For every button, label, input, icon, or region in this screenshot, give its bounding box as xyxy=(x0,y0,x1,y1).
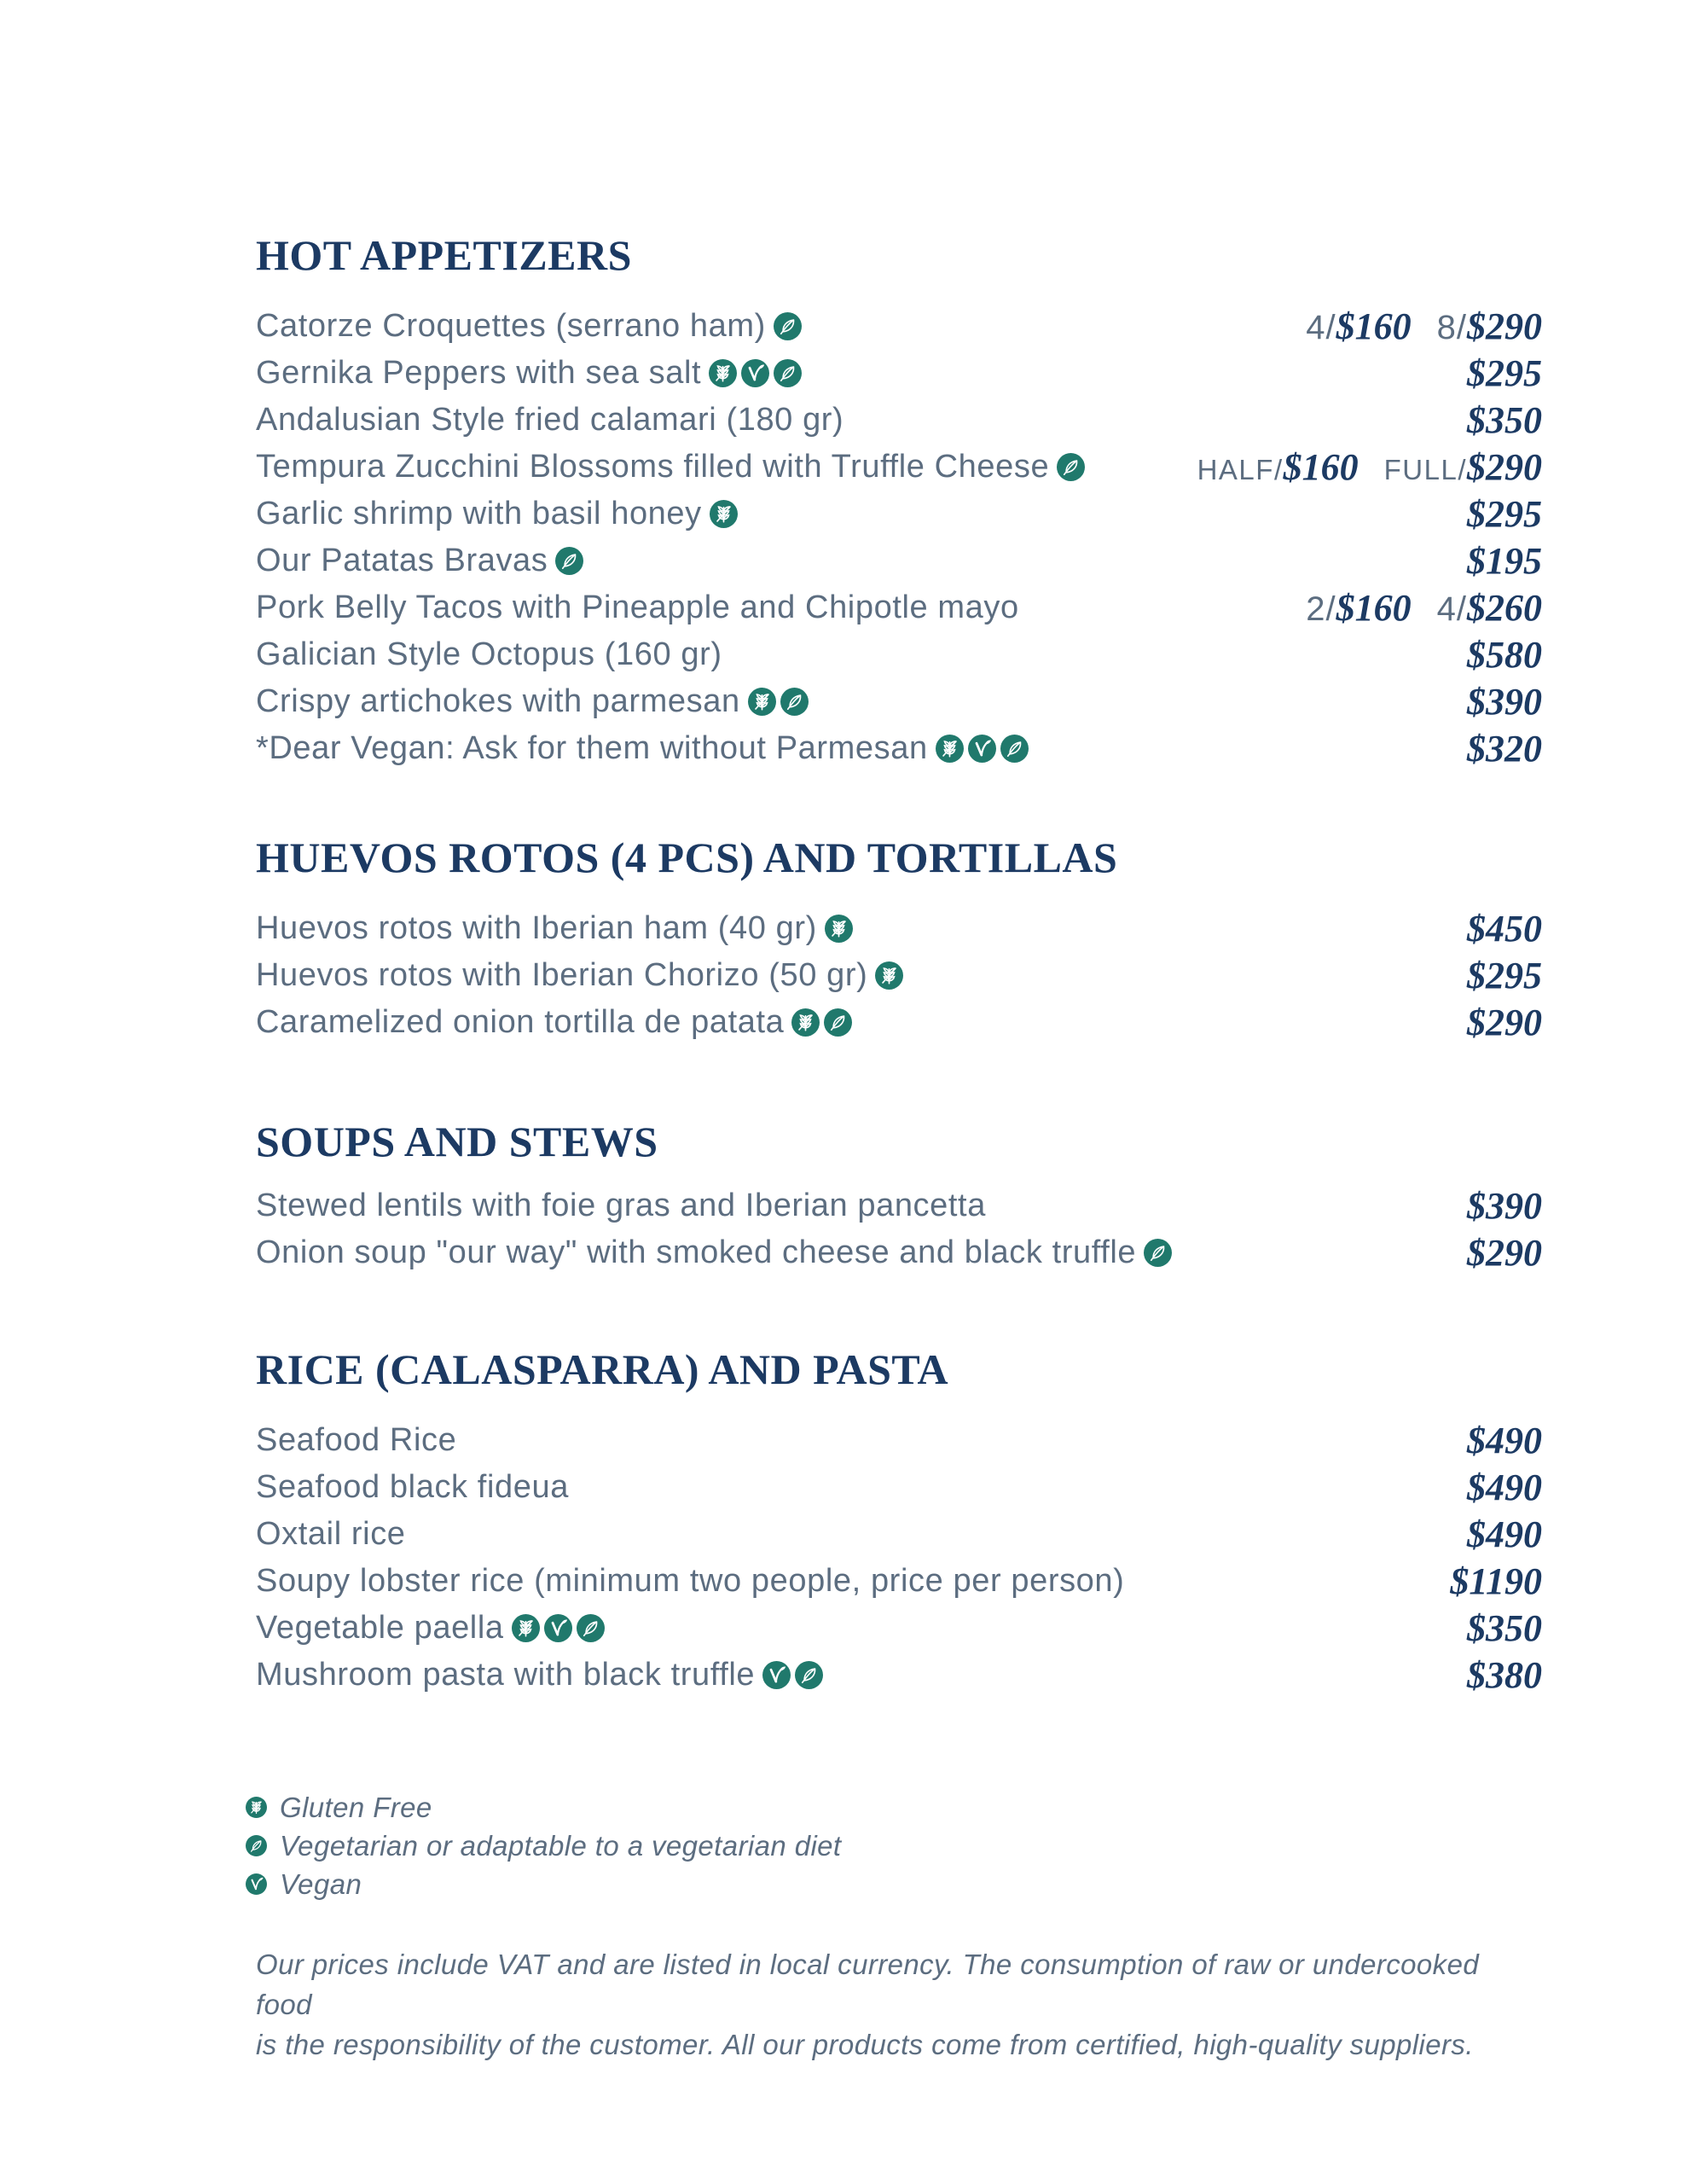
price-list xyxy=(1467,398,1542,442)
price-list xyxy=(1450,1560,1542,1603)
price-list xyxy=(1467,1606,1542,1650)
dish-name-group xyxy=(256,590,1019,626)
gluten-free-icon xyxy=(709,359,737,387)
dish-name-group xyxy=(256,543,583,579)
price-amount: $320 xyxy=(1467,728,1542,770)
vegan-icon xyxy=(544,1614,572,1642)
dish-name: Seafood Rice xyxy=(256,1422,457,1458)
dish-name: Caramelized onion tortilla de patata xyxy=(256,1004,785,1040)
footer-line: is the responsibility of the customer. All our products come from certified, high-quality suppliers. xyxy=(256,2029,1474,2060)
price-list xyxy=(1467,633,1542,677)
dish-name: *Dear Vegan: Ask for them without Parmesan xyxy=(256,730,928,766)
menu-page xyxy=(256,0,1542,2065)
price-quantity-prefix: FULL/ xyxy=(1383,454,1467,485)
price-amount: $290 xyxy=(1467,305,1542,347)
gluten-free-icon xyxy=(875,961,903,990)
dietary-legend xyxy=(246,1788,1542,1903)
dish-name: Soupy lobster rice (minimum two people, price per person) xyxy=(256,1563,1125,1599)
price-list xyxy=(1467,680,1542,723)
price-amount: $195 xyxy=(1467,540,1542,582)
vegetarian-icon xyxy=(774,312,802,340)
footer-note xyxy=(256,1944,1542,2065)
gluten-free-icon xyxy=(825,915,853,943)
vegetarian-icon xyxy=(555,547,583,575)
dish-name-group xyxy=(256,1422,456,1459)
price-list xyxy=(1467,492,1542,536)
menu-item xyxy=(256,952,1542,999)
price-quantity-prefix: 4/ xyxy=(1306,309,1336,346)
dish-name: Huevos rotos with Iberian ham (40 gr) xyxy=(256,910,817,946)
gluten-free-icon xyxy=(512,1614,540,1642)
price-list xyxy=(1306,586,1542,630)
menu-item xyxy=(256,584,1542,631)
dish-name-group xyxy=(256,449,1085,485)
vegetarian-icon xyxy=(824,1008,852,1037)
menu-item xyxy=(256,1605,1542,1652)
dish-name-group xyxy=(256,402,844,439)
price-quantity-prefix: 8/ xyxy=(1436,309,1467,346)
price-amount: $390 xyxy=(1467,1185,1542,1227)
menu-item-list xyxy=(256,905,1542,1046)
dietary-icons xyxy=(555,547,583,575)
menu-section xyxy=(256,834,1542,1046)
dish-name: Garlic shrimp with basil honey xyxy=(256,496,702,531)
dietary-icons xyxy=(1057,453,1085,481)
price-amount: $350 xyxy=(1467,1607,1542,1649)
price-group xyxy=(1467,680,1542,723)
menu-item xyxy=(256,303,1542,350)
price-list xyxy=(1467,907,1542,950)
dietary-icons xyxy=(1144,1239,1172,1267)
menu-item xyxy=(256,905,1542,952)
section-title: HOT APPETIZERS xyxy=(256,231,632,279)
vegetarian-icon xyxy=(774,359,802,387)
dish-name-group xyxy=(256,1234,1172,1271)
dietary-icons xyxy=(875,961,903,990)
price-group xyxy=(1467,539,1542,583)
dietary-icons xyxy=(936,735,1029,763)
price-group xyxy=(1467,1419,1542,1462)
menu-section xyxy=(256,1346,1542,1699)
menu-item xyxy=(256,444,1542,491)
price-amount: $290 xyxy=(1467,1232,1542,1274)
legend-item xyxy=(246,1865,1542,1903)
dietary-icons xyxy=(774,312,802,340)
vegetarian-icon xyxy=(795,1661,823,1689)
legend-label: Vegetarian or adaptable to a vegetarian diet xyxy=(280,1829,842,1862)
price-list xyxy=(1306,305,1542,348)
gluten-free-icon xyxy=(748,688,776,716)
gluten-free-icon xyxy=(246,1797,267,1818)
price-list xyxy=(1467,1231,1542,1275)
price-list xyxy=(1467,1653,1542,1697)
vegetarian-icon xyxy=(1000,735,1029,763)
dish-name-group xyxy=(256,1004,852,1041)
dish-name-group xyxy=(256,308,802,345)
price-group xyxy=(1467,398,1542,442)
dish-name-group xyxy=(256,730,1029,767)
menu-item-list xyxy=(256,1417,1542,1699)
dish-name-group xyxy=(256,1610,605,1647)
price-amount: $160 xyxy=(1336,587,1412,629)
dietary-icons xyxy=(825,915,853,943)
vegan-icon xyxy=(246,1873,267,1895)
dish-name: Mushroom pasta with black truffle xyxy=(256,1657,756,1693)
dish-name-group xyxy=(256,1188,986,1224)
menu-item-list xyxy=(256,1182,1542,1276)
vegetarian-icon xyxy=(1144,1239,1172,1267)
menu-item-list xyxy=(256,303,1542,772)
menu-item xyxy=(256,537,1542,584)
legend-label: Gluten Free xyxy=(280,1791,432,1823)
dish-name: Oxtail rice xyxy=(256,1516,406,1552)
price-group xyxy=(1467,351,1542,395)
dish-name-group xyxy=(256,496,738,532)
dish-name-group xyxy=(256,636,722,673)
dietary-icons xyxy=(512,1614,605,1642)
price-amount: $295 xyxy=(1467,493,1542,535)
price-amount: $490 xyxy=(1467,1467,1542,1508)
dish-name-group xyxy=(256,683,809,720)
price-amount: $390 xyxy=(1467,681,1542,723)
dish-name: Andalusian Style fried calamari (180 gr) xyxy=(256,402,844,438)
price-list xyxy=(1467,1419,1542,1462)
dish-name: Gernika Peppers with sea salt xyxy=(256,355,702,391)
price-amount: $295 xyxy=(1467,352,1542,394)
dish-name-group xyxy=(256,1563,1124,1600)
legend-label: Vegan xyxy=(280,1867,362,1900)
dish-name: Pork Belly Tacos with Pineapple and Chipotle mayo xyxy=(256,590,1019,625)
menu-item xyxy=(256,1417,1542,1464)
price-quantity-prefix: HALF/ xyxy=(1197,454,1284,485)
vegetarian-icon xyxy=(577,1614,605,1642)
price-group xyxy=(1306,586,1411,630)
price-group xyxy=(1467,492,1542,536)
vegan-icon xyxy=(762,1661,791,1689)
dish-name-group xyxy=(256,1469,569,1506)
dish-name: Onion soup "our way" with smoked cheese and black truffle xyxy=(256,1234,1137,1270)
menu-section xyxy=(256,232,1542,772)
price-group xyxy=(1306,305,1411,348)
menu-item xyxy=(256,350,1542,397)
price-group xyxy=(1467,727,1542,770)
dish-name: Our Patatas Bravas xyxy=(256,543,548,578)
price-group xyxy=(1467,633,1542,677)
legend-item xyxy=(246,1827,1542,1865)
menu-item xyxy=(256,1511,1542,1558)
price-group xyxy=(1467,1001,1542,1044)
dish-name: Crispy artichokes with parmesan xyxy=(256,683,740,719)
price-amount: $290 xyxy=(1467,1002,1542,1043)
dietary-icons xyxy=(748,688,809,716)
price-group xyxy=(1467,1513,1542,1556)
dish-name: Seafood black fideua xyxy=(256,1469,569,1505)
price-amount: $295 xyxy=(1467,955,1542,996)
footer-line: Our prices include VAT and are listed in local currency. The consumption of raw or undercooked food xyxy=(256,1949,1480,2020)
price-quantity-prefix: 2/ xyxy=(1306,590,1336,628)
menu-item xyxy=(256,1182,1542,1229)
price-list xyxy=(1197,445,1542,489)
dish-name: Huevos rotos with Iberian Chorizo (50 gr) xyxy=(256,957,868,993)
price-amount: $350 xyxy=(1467,399,1542,441)
price-group xyxy=(1450,1560,1542,1603)
section-title: RICE (CALASPARRA) AND PASTA xyxy=(256,1345,949,1393)
price-group xyxy=(1467,1606,1542,1650)
legend-item xyxy=(246,1788,1542,1827)
price-list xyxy=(1467,539,1542,583)
vegan-icon xyxy=(968,735,996,763)
price-amount: $490 xyxy=(1467,1420,1542,1461)
price-list xyxy=(1467,1001,1542,1044)
menu-sections xyxy=(256,232,1542,1699)
vegetarian-icon xyxy=(246,1835,267,1856)
price-group xyxy=(1197,445,1359,489)
menu-item xyxy=(256,1229,1542,1276)
dish-name-group xyxy=(256,1516,406,1553)
menu-item xyxy=(256,631,1542,678)
price-list xyxy=(1467,1466,1542,1509)
section-title: HUEVOS ROTOS (4 PCS) AND TORTILLAS xyxy=(256,834,1118,881)
menu-item xyxy=(256,725,1542,772)
price-list xyxy=(1467,351,1542,395)
dietary-icons xyxy=(710,500,738,528)
price-group xyxy=(1467,1653,1542,1697)
price-amount: $1190 xyxy=(1450,1560,1542,1602)
section-title: SOUPS AND STEWS xyxy=(256,1118,658,1165)
price-list xyxy=(1467,1513,1542,1556)
vegetarian-icon xyxy=(1057,453,1085,481)
dish-name: Catorze Croquettes (serrano ham) xyxy=(256,308,766,344)
price-amount: $290 xyxy=(1467,446,1542,488)
price-group xyxy=(1467,1231,1542,1275)
price-list xyxy=(1467,1184,1542,1228)
price-group xyxy=(1437,586,1542,630)
price-amount: $160 xyxy=(1336,305,1412,347)
gluten-free-icon xyxy=(710,500,738,528)
dietary-icons xyxy=(791,1008,852,1037)
dietary-icons xyxy=(762,1661,823,1689)
gluten-free-icon xyxy=(936,735,964,763)
dish-name: Stewed lentils with foie gras and Iberian pancetta xyxy=(256,1188,986,1223)
vegan-icon xyxy=(741,359,769,387)
dish-name: Galician Style Octopus (160 gr) xyxy=(256,636,722,672)
price-group xyxy=(1467,954,1542,997)
price-amount: $260 xyxy=(1467,587,1542,629)
price-group xyxy=(1467,907,1542,950)
dish-name-group xyxy=(256,1657,823,1693)
menu-item xyxy=(256,999,1542,1046)
price-group xyxy=(1384,445,1542,489)
dish-name-group xyxy=(256,355,802,392)
menu-item xyxy=(256,1652,1542,1699)
price-group xyxy=(1467,1184,1542,1228)
menu-item xyxy=(256,1464,1542,1511)
price-amount: $580 xyxy=(1467,634,1542,676)
price-list xyxy=(1467,727,1542,770)
menu-item xyxy=(256,1558,1542,1605)
menu-item xyxy=(256,678,1542,725)
price-amount: $490 xyxy=(1467,1513,1542,1555)
menu-item xyxy=(256,491,1542,537)
dietary-icons xyxy=(709,359,802,387)
vegetarian-icon xyxy=(780,688,809,716)
dish-name-group xyxy=(256,957,903,994)
price-quantity-prefix: 4/ xyxy=(1436,590,1467,628)
price-amount: $160 xyxy=(1283,446,1359,488)
price-group xyxy=(1467,1466,1542,1509)
price-amount: $450 xyxy=(1467,908,1542,950)
price-amount: $380 xyxy=(1467,1654,1542,1696)
dish-name-group xyxy=(256,910,853,947)
dish-name: Tempura Zucchini Blossoms filled with Truffle Cheese xyxy=(256,449,1050,485)
gluten-free-icon xyxy=(791,1008,820,1037)
dish-name: Vegetable paella xyxy=(256,1610,504,1646)
menu-section xyxy=(256,1118,1542,1276)
price-list xyxy=(1467,954,1542,997)
price-group xyxy=(1437,305,1542,348)
menu-item xyxy=(256,397,1542,444)
